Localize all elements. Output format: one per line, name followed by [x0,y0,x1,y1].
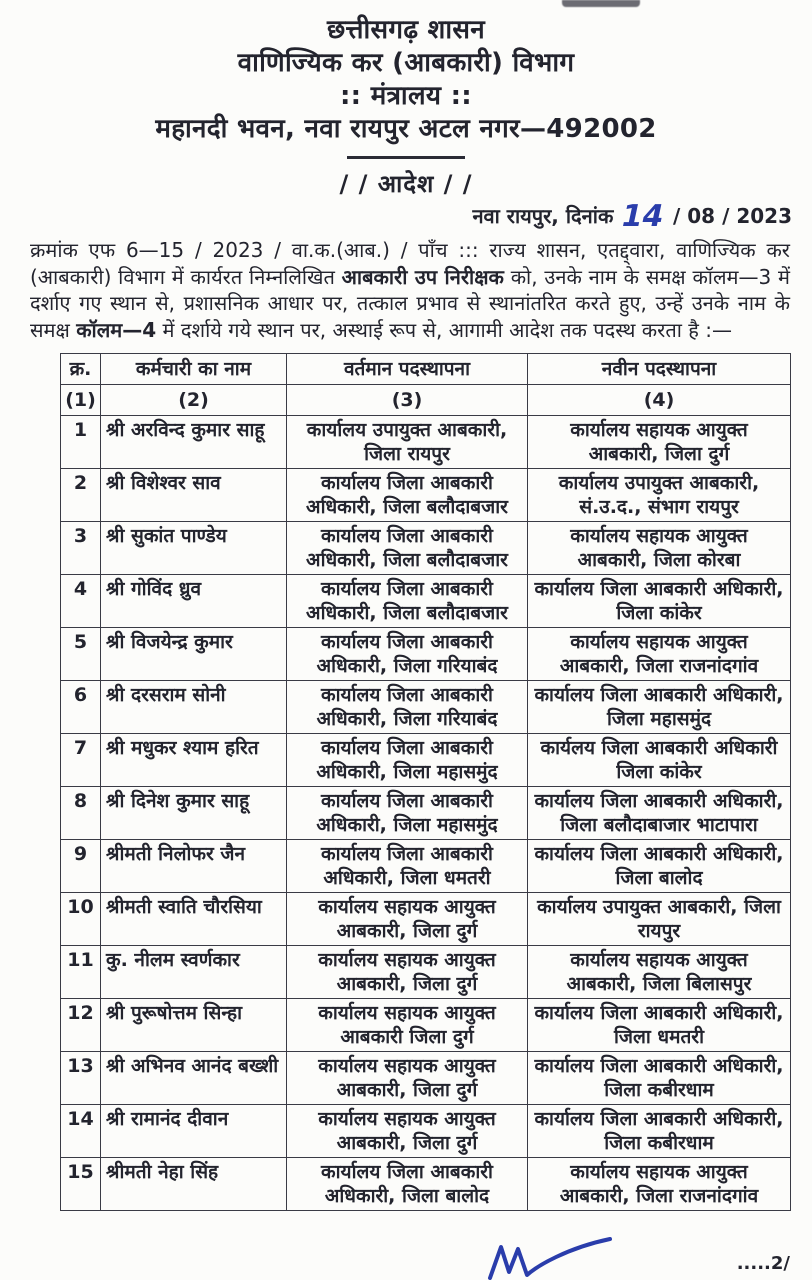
employee-name: श्री विजयेन्द्र कुमार [101,628,287,681]
table-row [61,469,791,522]
paragraph-bold-column4: कॉलम—4 [76,317,157,342]
new-posting: कार्यालय सहायक आयुक्त आबकारी, जिला राजनांदगांव [528,628,791,681]
current-posting: कार्यालय जिला आबकारी अधिकारी, जिला महासमुंद [287,787,528,840]
current-posting: कार्यालय सहायक आयुक्त आबकारी, जिला दुर्ग [287,893,528,946]
current-posting: कार्यालय जिला आबकारी अधिकारी, जिला बालोद [287,1158,528,1211]
row-number: 8 [61,787,101,840]
employee-name: श्रीमती स्वाति चौरसिया [101,893,287,946]
employee-name: श्री दिनेश कुमार साहू [101,787,287,840]
pen-checkmark [482,1232,622,1280]
employee-name: श्री गोविंद ध्रुव [101,575,287,628]
new-posting: कार्यालय जिला आबकारी अधिकारी, जिला बालोद [528,840,791,893]
table-row [61,1052,791,1105]
employee-name: श्री रामानंद दीवान [101,1105,287,1158]
row-number: 13 [61,1052,101,1105]
new-posting: कार्यालय सहायक आयुक्त आबकारी, जिला राजनांदगांव [528,1158,791,1211]
table-row [61,840,791,893]
paragraph-text-3: में दर्शाये गये स्थान पर, अस्थाई रूप से, आगामी आदेश तक पदस्थ करता है :— [156,317,732,342]
table-row [61,946,791,999]
new-posting: कार्यालय जिला आबकारी अधिकारी, जिला कबीरधाम [528,1105,791,1158]
current-posting: कार्यालय जिला आबकारी अधिकारी, जिला गरियाबंद [287,628,528,681]
current-posting: कार्यालय जिला आबकारी अधिकारी, जिला बलौदाबजार [287,575,528,628]
current-posting: कार्यालय सहायक आयुक्त आबकारी, जिला दुर्ग [287,946,528,999]
row-number: 12 [61,999,101,1052]
government-name: छत्तीसगढ़ शासन [327,15,485,45]
new-posting: कार्यालय जिला आबकारी अधिकारी, जिला कांकेर [528,575,791,628]
col-number-4: (4) [528,385,791,416]
page-number-marker: .....2/ [736,1253,790,1274]
col-header-serial: क्र. [61,354,101,385]
table-row [61,681,791,734]
ministry-label: :: मंत्रालय :: [339,81,473,111]
table-row [61,628,791,681]
new-posting: कार्यालय सहायक आयुक्त आबकारी, जिला दुर्ग [528,416,791,469]
employee-name: श्रीमती नेहा सिंह [101,1158,287,1211]
current-posting: कार्यालय जिला आबकारी अधिकारी, जिला बलौदाबजार [287,522,528,575]
col-number-2: (2) [101,385,287,416]
row-number: 6 [61,681,101,734]
row-number: 5 [61,628,101,681]
transfer-table-body [61,416,791,1211]
table-row [61,787,791,840]
employee-name: श्रीमती निलोफर जैन [101,840,287,893]
paragraph-bold-designation: आबकारी उप निरीक्षक [341,264,504,289]
table-row [61,575,791,628]
new-posting: कार्यालय सहायक आयुक्त आबकारी, जिला कोरबा [528,522,791,575]
employee-name: श्री पुरूषोत्तम सिन्हा [101,999,287,1052]
employee-name: श्री दरसराम सोनी [101,681,287,734]
dateline [0,199,792,234]
employee-name: कु. नीलम स्वर्णकार [101,946,287,999]
col-number-3: (3) [287,385,528,416]
current-posting: कार्यालय जिला आबकारी अधिकारी, जिला गरियाबंद [287,681,528,734]
table-row [61,1158,791,1211]
new-posting: कार्यालय जिला आबकारी अधिकारी, जिला महासमुंद [528,681,791,734]
row-number: 10 [61,893,101,946]
scan-artifact [562,0,640,7]
subheader-row [61,385,791,416]
order-title: / / आदेश / / [339,170,473,198]
table-row [61,999,791,1052]
employee-name: श्री अभिनव आनंद बख्शी [101,1052,287,1105]
row-number: 14 [61,1105,101,1158]
row-number: 9 [61,840,101,893]
handwritten-date-day: 14 [618,199,668,234]
row-number: 7 [61,734,101,787]
employee-name: श्री मधुकर श्याम हरित [101,734,287,787]
transfer-table [60,353,791,1211]
current-posting: कार्यालय उपायुक्त आबकारी, जिला रायपुर [287,416,528,469]
address-line: महानदी भवन, नवा रायपुर अटल नगर—492002 [155,114,657,144]
current-posting: कार्यालय सहायक आयुक्त आबकारी, जिला दुर्ग [287,1105,528,1158]
header-divider [347,156,465,159]
employee-name: श्री विशेश्वर साव [101,469,287,522]
employee-name: श्री सुकांत पाण्डेय [101,522,287,575]
new-posting: कार्यालय जिला आबकारी अधिकारी, जिला कबीरधाम [528,1052,791,1105]
table-row [61,734,791,787]
table-row [61,522,791,575]
current-posting: कार्यालय सहायक आयुक्त आबकारी, जिला दुर्ग [287,1052,528,1105]
dateline-rest: / 08 / 2023 [673,204,792,228]
transfer-table-head [61,354,791,416]
row-number: 2 [61,469,101,522]
col-header-current-posting: वर्तमान पदस्थापना [287,354,528,385]
row-number: 4 [61,575,101,628]
document-header [0,0,812,200]
row-number: 1 [61,416,101,469]
row-number: 3 [61,522,101,575]
col-number-1: (1) [61,385,101,416]
header-row [61,354,791,385]
new-posting: कार्यालय सहायक आयुक्त आबकारी, जिला बिलासपुर [528,946,791,999]
new-posting: कार्यालय जिला आबकारी अधिकारी, जिला धमतरी [528,999,791,1052]
dateline-prefix: नवा रायपुर, दिनांक [472,204,614,228]
department-name: वाणिज्यिक कर (आबकारी) विभाग [237,48,575,78]
col-header-name: कर्मचारी का नाम [101,354,287,385]
current-posting: कार्यालय जिला आबकारी अधिकारी, जिला महासमुंद [287,734,528,787]
current-posting: कार्यालय जिला आबकारी अधिकारी, जिला बलौदाबजार [287,469,528,522]
table-row [61,1105,791,1158]
new-posting: कार्यालय जिला आबकारी अधिकारी, जिला बलौदाबाजार भाटापारा [528,787,791,840]
table-row [61,416,791,469]
current-posting: कार्यालय जिला आबकारी अधिकारी, जिला धमतरी [287,840,528,893]
current-posting: कार्यालय सहायक आयुक्त आबकारी जिला दुर्ग [287,999,528,1052]
row-number: 15 [61,1158,101,1211]
paragraph-text-2: को, उनके नाम के समक्ष कॉलम—3 में दर्शाए गए स्थान से, प्रशासनिक आधार पर, तत्काल प्रभाव से स्थानांतरित करते हुए, उन्हें उनके नाम के समक्ष [30,264,790,342]
new-posting: कार्यालय उपायुक्त आबकारी, जिला रायपुर [528,893,791,946]
employee-name: श्री अरविन्द कुमार साहू [101,416,287,469]
table-row [61,893,791,946]
paragraph-text-1: क्रमांक एफ 6—15 / 2023 / वा.क.(आब.) / पाँच ::: राज्य शासन, एतद्द्वारा, वाणिज्यिक कर (आबकारी) विभाग में कार्यरत निम्नलिखित [30,238,790,289]
new-posting: कार्यालय उपायुक्त आबकारी, सं.उ.द., संभाग रायपुर [528,469,791,522]
row-number: 11 [61,946,101,999]
order-paragraph [30,237,790,343]
new-posting: कार्यलय जिला आबकारी अधिकारी जिला कांकेर [528,734,791,787]
col-header-new-posting: नवीन पदस्थापना [528,354,791,385]
